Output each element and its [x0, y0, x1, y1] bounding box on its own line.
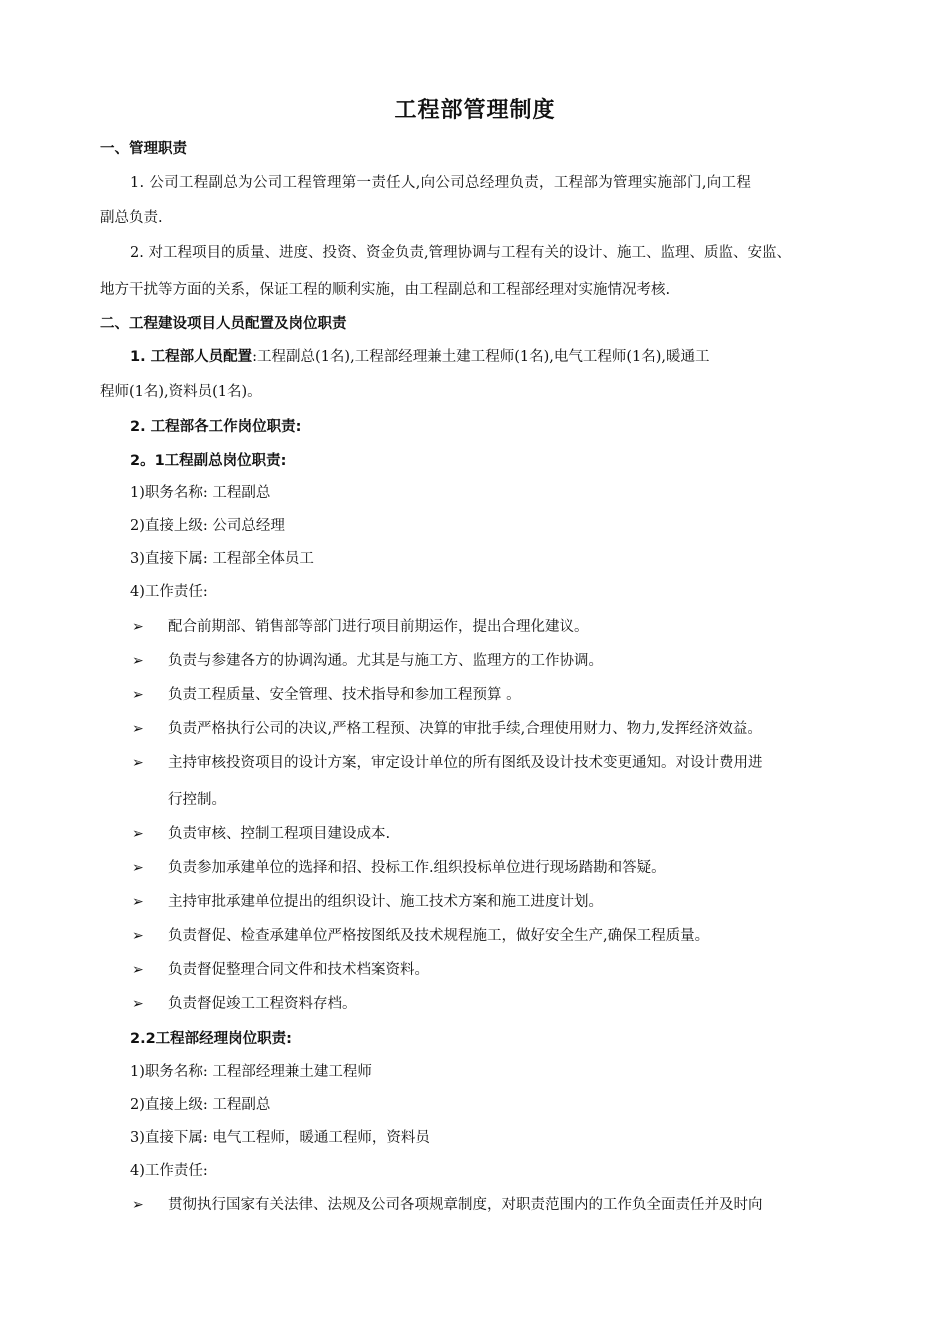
staffing-paragraph-line-2: 程师(1名),资料员(1名)。 — [100, 384, 262, 400]
bullet-arrow-icon: ➢ — [132, 894, 144, 910]
bullet-arrow-icon: ➢ — [132, 721, 144, 737]
paragraph-2-line-1: 2. 对工程项目的质量、进度、投资、资金负责,管理协调与工程有关的设计、施工、监理、质监、安监、 — [130, 245, 792, 261]
paragraph-1-line-1: 1. 公司工程副总为公司工程管理第一责任人,向公司总经理负责，工程部为管理实施部门,向工程 — [130, 175, 752, 191]
bullet-arrow-icon: ➢ — [132, 755, 144, 771]
bullet-arrow-icon: ➢ — [132, 928, 144, 944]
bullet-arrow-icon: ➢ — [132, 962, 144, 978]
vp-bullet-7: 负责参加承建单位的选择和招、投标工作.组织投标单位进行现场踏勘和答疑。 — [168, 860, 666, 876]
vp-bullet-11: 负责督促竣工工程资料存档。 — [168, 996, 357, 1012]
vp-bullet-9: 负责督促、检查承建单位严格按图纸及技术规程施工，做好安全生产,确保工程质量。 — [168, 928, 710, 944]
section-heading-staffing: 二、工程建设项目人员配置及岗位职责 — [100, 316, 347, 332]
vp-bullet-8: 主持审批承建单位提出的组织设计、施工技术方案和施工进度计划。 — [168, 894, 603, 910]
manager-item-title: 1)职务名称: 工程部经理兼土建工程师 — [130, 1064, 372, 1080]
manager-item-responsibilities: 4)工作责任: — [130, 1163, 208, 1179]
vp-item-subordinates: 3)直接下属: 工程部全体员工 — [130, 551, 314, 567]
vp-bullet-4: 负责严格执行公司的决议,严格工程预、决算的审批手续,合理使用财力、物力,发挥经济效益。 — [168, 721, 762, 737]
post-duties-heading: 2. 工程部各工作岗位职责: — [130, 419, 302, 435]
vp-bullet-3: 负责工程质量、安全管理、技术指导和参加工程预算 。 — [168, 687, 521, 703]
vp-bullet-6: 负责审核、控制工程项目建设成本. — [168, 826, 391, 842]
staffing-paragraph-line-1 — [130, 347, 890, 367]
staffing-label: 1. 工程部人员配置 — [130, 349, 253, 365]
manager-item-superior: 2)直接上级: 工程副总 — [130, 1097, 271, 1113]
vp-bullet-2: 负责与参建各方的协调沟通。尤其是与施工方、监理方的工作协调。 — [168, 653, 603, 669]
manager-item-subordinates: 3)直接下属: 电气工程师，暖通工程师，资料员 — [130, 1130, 430, 1146]
bullet-arrow-icon: ➢ — [132, 687, 144, 703]
vp-bullet-5: 主持审核投资项目的设计方案，审定设计单位的所有图纸及设计技术变更通知。对设计费用进 — [168, 755, 763, 771]
bullet-arrow-icon: ➢ — [132, 860, 144, 876]
paragraph-2-line-2: 地方干扰等方面的关系，保证工程的顺利实施，由工程副总和工程部经理对实施情况考核. — [100, 282, 671, 298]
bullet-arrow-icon: ➢ — [132, 996, 144, 1012]
manager-bullet-1: 贯彻执行国家有关法律、法规及公司各项规章制度，对职责范围内的工作负全面责任并及时向 — [168, 1197, 763, 1213]
vp-item-superior: 2)直接上级: 公司总经理 — [130, 518, 285, 534]
vp-item-responsibilities: 4)工作责任: — [130, 584, 208, 600]
staffing-text: :工程副总(1名),工程部经理兼土建工程师(1名),电气工程师(1名),暖通工 — [252, 349, 710, 365]
bullet-arrow-icon: ➢ — [132, 1197, 144, 1213]
subsection-heading-vice-president: 2。1工程副总岗位职责: — [130, 453, 287, 469]
subsection-heading-department-manager: 2.2工程部经理岗位职责: — [130, 1031, 292, 1047]
section-heading-management-duties: 一、管理职责 — [100, 141, 187, 157]
bullet-arrow-icon: ➢ — [132, 653, 144, 669]
paragraph-1-line-2: 副总负责. — [100, 210, 163, 226]
vp-bullet-1: 配合前期部、销售部等部门进行项目前期运作，提出合理化建议。 — [168, 619, 589, 635]
bullet-arrow-icon: ➢ — [132, 826, 144, 842]
vp-bullet-5-continuation: 行控制。 — [168, 792, 226, 808]
vp-bullet-10: 负责督促整理合同文件和技术档案资料。 — [168, 962, 429, 978]
document-title: 工程部管理制度 — [394, 98, 556, 123]
vp-item-title: 1)职务名称: 工程副总 — [130, 485, 271, 501]
bullet-arrow-icon: ➢ — [132, 619, 144, 635]
